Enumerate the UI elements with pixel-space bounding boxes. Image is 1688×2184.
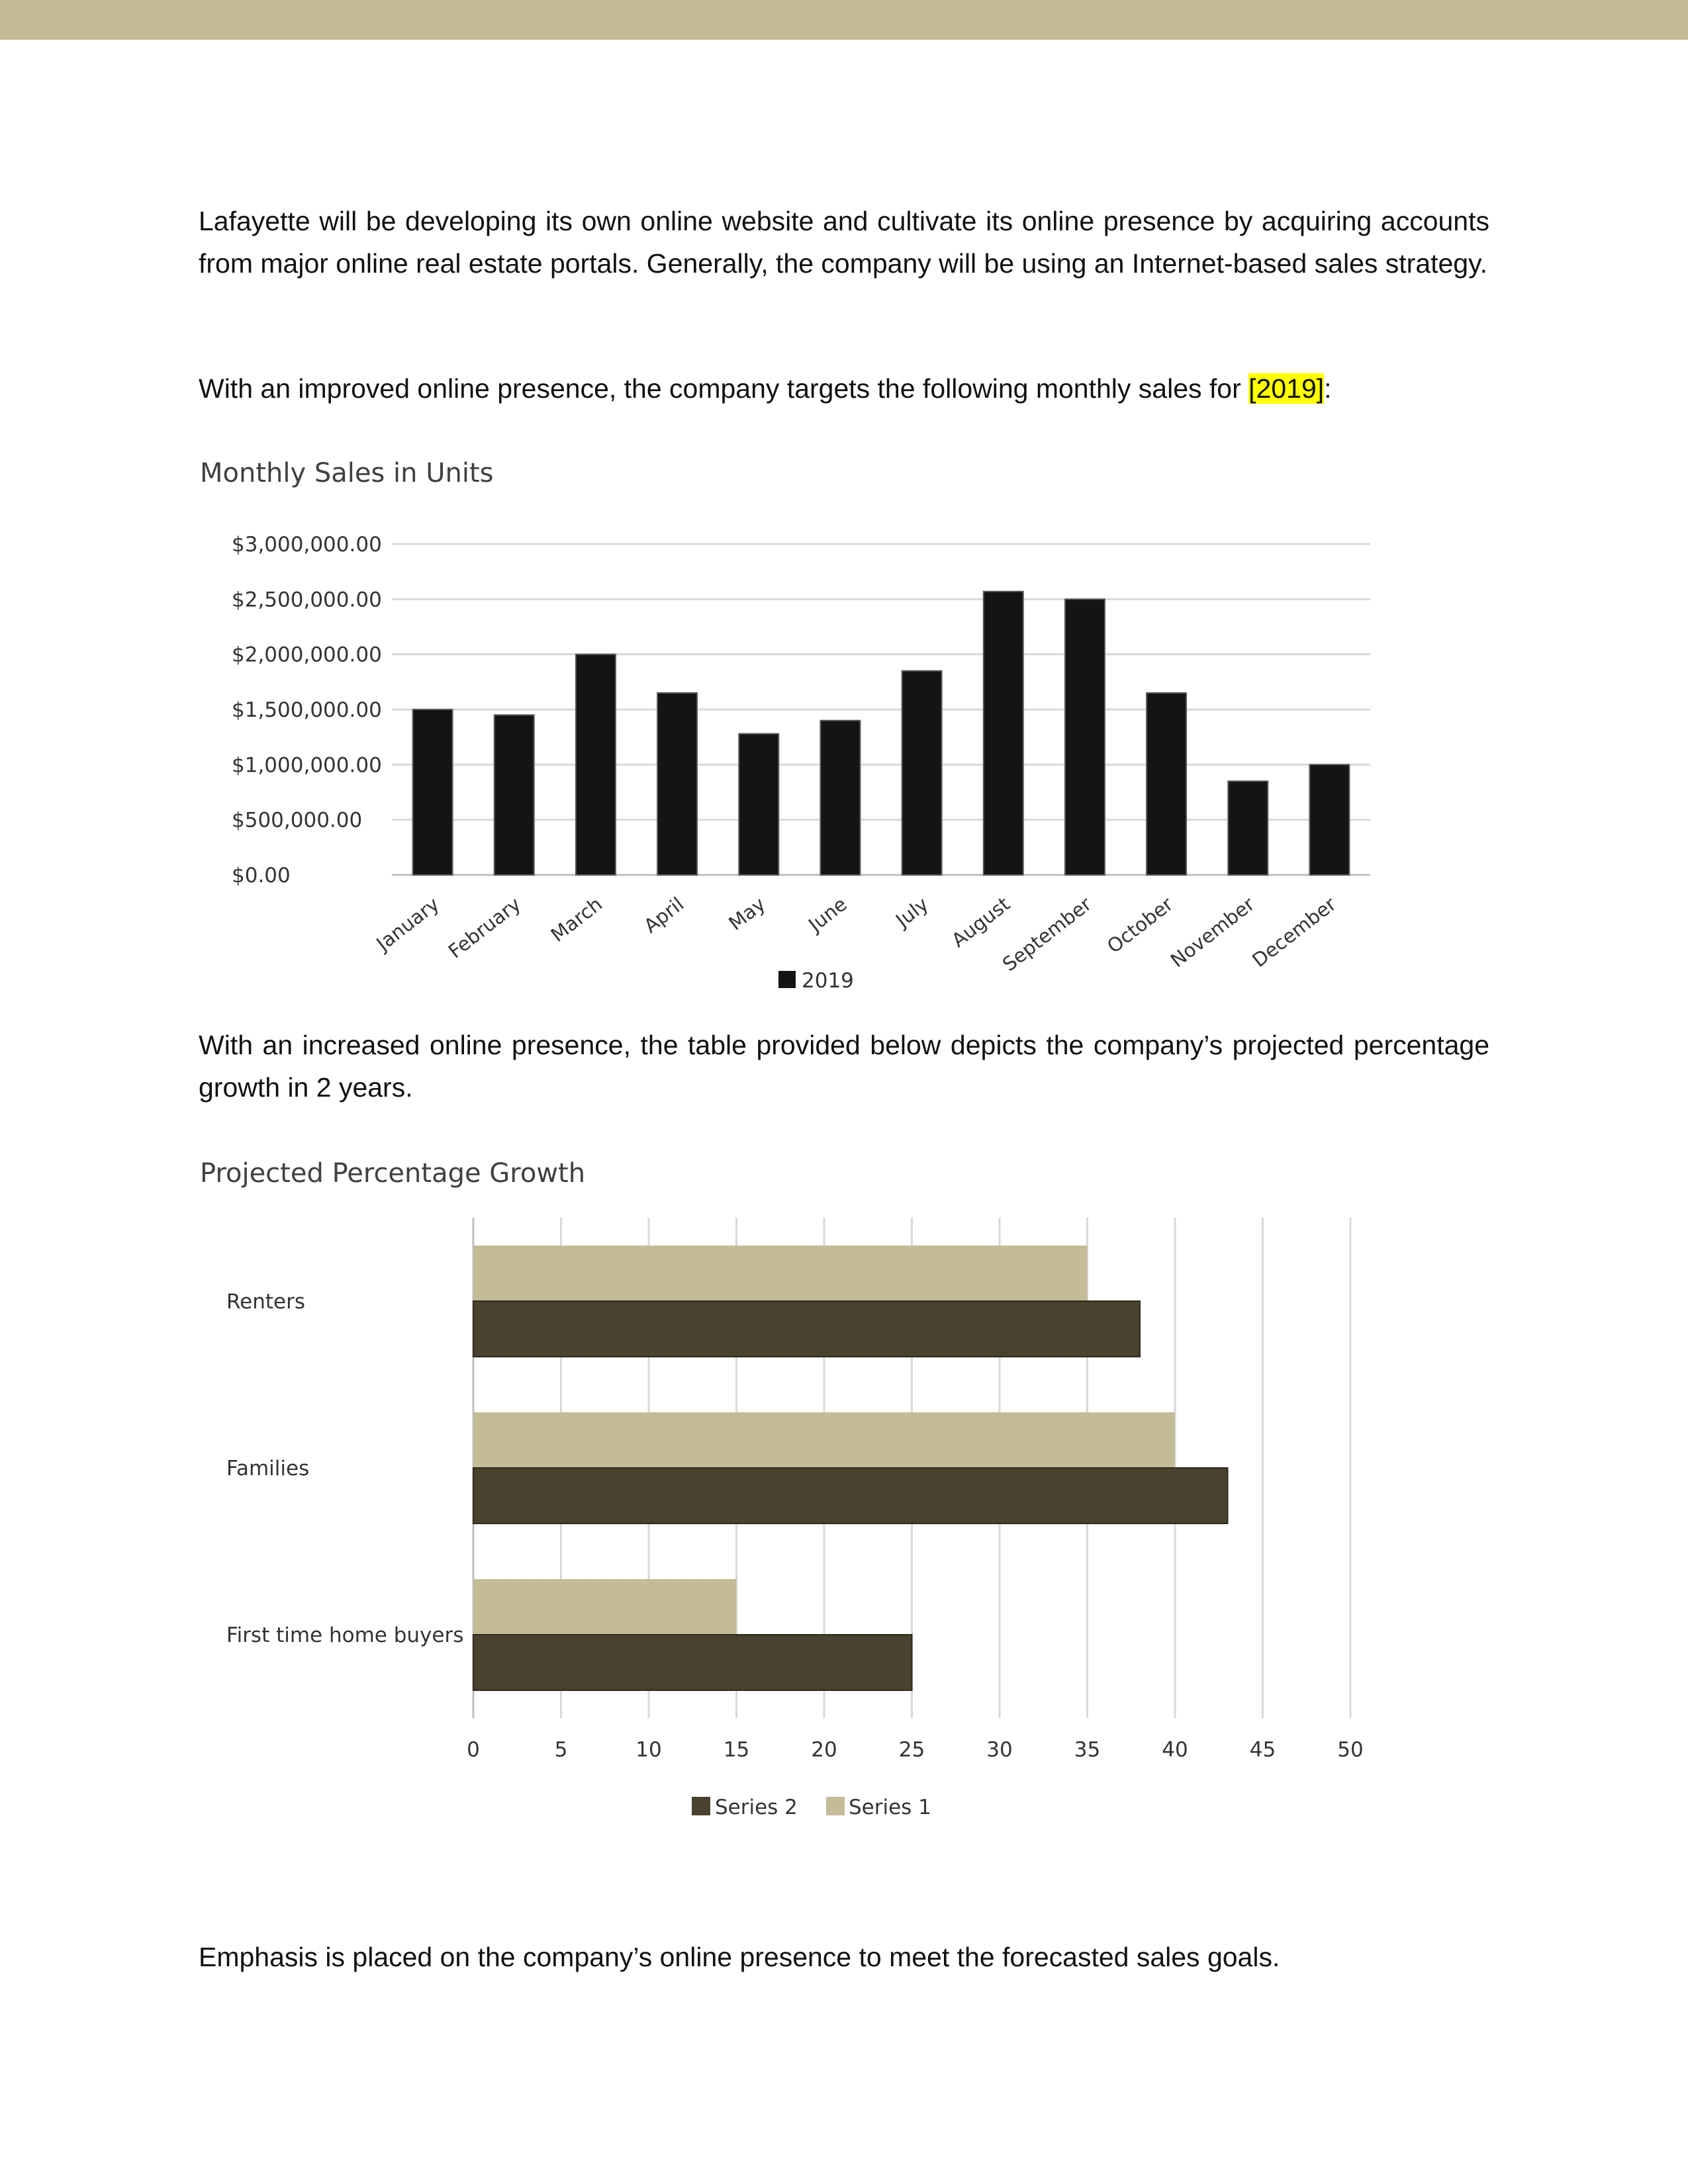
top-color-band bbox=[0, 0, 1688, 40]
category-label: First time home buyers bbox=[226, 1623, 464, 1647]
bar-january bbox=[413, 709, 453, 875]
bar-june bbox=[820, 721, 860, 875]
x-tick-label-june: June bbox=[804, 892, 851, 936]
x-tick-label-march: March bbox=[546, 892, 607, 946]
bar-first-time-home-buyers-series-1 bbox=[473, 1579, 737, 1635]
x-tick-label-april: April bbox=[639, 892, 688, 938]
x-tick-label-september: September bbox=[998, 892, 1096, 976]
bar-july bbox=[902, 671, 942, 875]
bar-renters-series-1 bbox=[473, 1246, 1088, 1301]
bar-august bbox=[984, 592, 1023, 875]
bar-december bbox=[1309, 764, 1349, 875]
monthly-sales-chart bbox=[0, 510, 1688, 1013]
x-tick-label: 15 bbox=[723, 1738, 750, 1762]
x-tick-label: 0 bbox=[467, 1738, 480, 1762]
targets-text: With an improved online presence, the company targets the following monthly sales for bbox=[199, 373, 1249, 404]
y-tick-label: $3,000,000.00 bbox=[232, 533, 382, 557]
legend-swatch-2019 bbox=[778, 971, 796, 988]
y-tick-label: $2,500,000.00 bbox=[232, 588, 382, 612]
x-tick-label-may: May bbox=[724, 892, 770, 935]
x-tick-label: 20 bbox=[811, 1738, 837, 1762]
y-tick-label: $500,000.00 bbox=[232, 808, 363, 833]
growth-chart-title: Projected Percentage Growth bbox=[200, 1158, 586, 1189]
x-tick-label-january: January bbox=[372, 892, 444, 956]
x-tick-label-august: August bbox=[947, 892, 1015, 952]
y-tick-label: $1,000,000.00 bbox=[232, 753, 382, 778]
x-tick-label: 30 bbox=[986, 1738, 1013, 1762]
growth-paragraph: With an increased online presence, the table provided below depicts the company’s projected percentage growth in 2 years. bbox=[199, 1030, 1489, 1103]
bar-february bbox=[494, 715, 534, 875]
bar-september bbox=[1065, 599, 1105, 875]
x-tick-label-december: December bbox=[1248, 892, 1340, 972]
bar-first-time-home-buyers-series-2 bbox=[473, 1635, 912, 1690]
closing-paragraph: Emphasis is placed on the company’s online presence to meet the forecasted sales goals. bbox=[199, 1942, 1280, 1972]
x-tick-label: 35 bbox=[1074, 1738, 1101, 1762]
category-label: Renters bbox=[226, 1290, 305, 1314]
bar-november bbox=[1228, 781, 1268, 875]
bar-october bbox=[1147, 693, 1186, 875]
y-tick-label: $2,000,000.00 bbox=[232, 643, 382, 667]
legend-label-series-2: Series 2 bbox=[715, 1796, 798, 1819]
category-label: Families bbox=[226, 1457, 310, 1480]
bar-april bbox=[657, 693, 697, 875]
x-tick-label-october: October bbox=[1103, 892, 1178, 958]
year-highlight: [2019] bbox=[1248, 373, 1325, 404]
x-tick-label-february: February bbox=[444, 892, 526, 963]
x-tick-label-november: November bbox=[1166, 892, 1259, 972]
targets-colon: : bbox=[1324, 373, 1332, 404]
x-tick-label: 5 bbox=[554, 1738, 568, 1762]
legend-label-series-1: Series 1 bbox=[849, 1796, 931, 1819]
monthly-sales-chart-title: Monthly Sales in Units bbox=[200, 458, 494, 488]
x-tick-label: 25 bbox=[898, 1738, 925, 1762]
x-tick-label: 50 bbox=[1337, 1738, 1364, 1762]
x-tick-label: 40 bbox=[1162, 1738, 1188, 1762]
bar-renters-series-2 bbox=[473, 1301, 1140, 1357]
y-tick-label: $1,500,000.00 bbox=[232, 698, 382, 722]
legend-swatch-series-2 bbox=[692, 1797, 710, 1815]
legend-label-2019: 2019 bbox=[802, 969, 854, 993]
bar-families-series-1 bbox=[473, 1412, 1175, 1468]
targets-paragraph bbox=[199, 367, 1489, 410]
x-tick-label: 45 bbox=[1249, 1738, 1276, 1762]
y-tick-label: $0.00 bbox=[232, 864, 291, 887]
legend-swatch-series-1 bbox=[826, 1797, 845, 1815]
bar-families-series-2 bbox=[473, 1468, 1228, 1524]
bar-march bbox=[576, 655, 616, 875]
x-tick-label-july: July bbox=[891, 892, 933, 932]
projected-growth-chart bbox=[0, 1211, 1688, 1827]
x-tick-label: 10 bbox=[635, 1738, 662, 1762]
intro-paragraph: Lafayette will be developing its own online website and cultivate its online presence by acquiring accounts from major online real estate portals. Generally, the company will be using an Internet-based sales strategy. bbox=[199, 206, 1489, 279]
bar-may bbox=[739, 734, 778, 875]
